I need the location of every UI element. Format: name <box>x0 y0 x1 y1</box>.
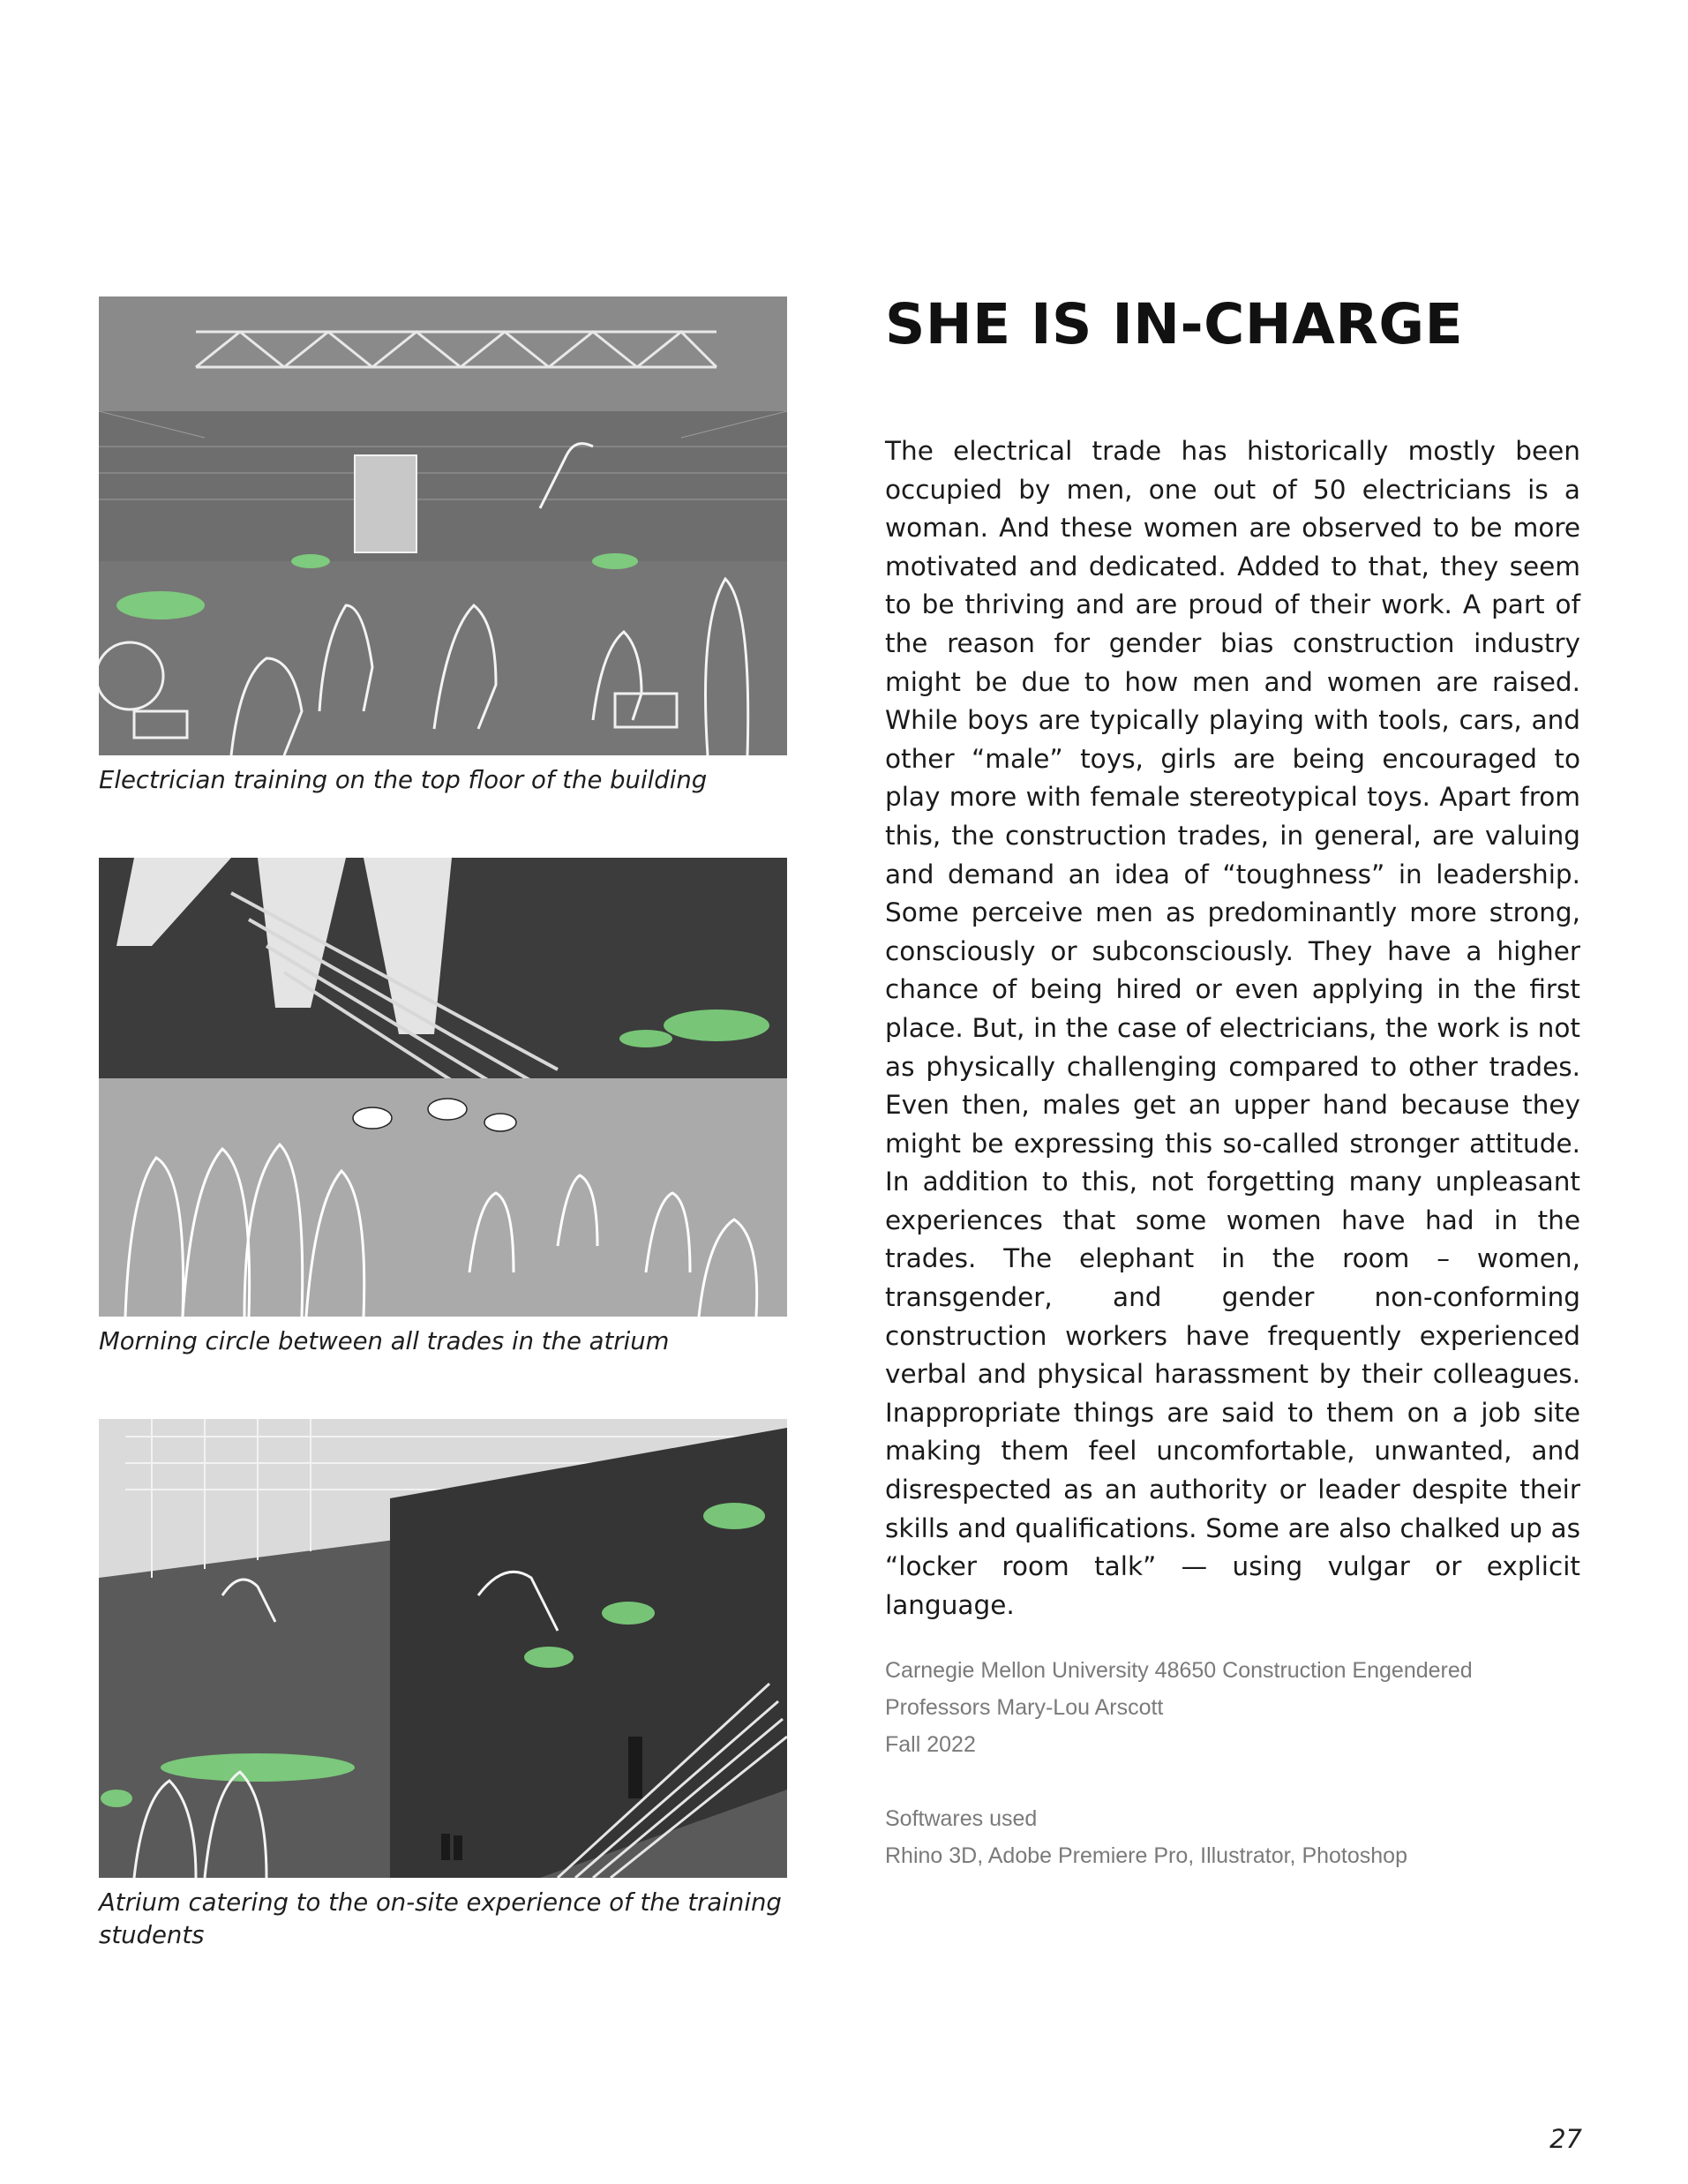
credits-software-label: Softwares used <box>885 1806 1038 1831</box>
credits-professor: Professors Mary-Lou Arscott <box>885 1695 1164 1720</box>
atrium-illustration <box>99 1419 787 1878</box>
credits-course: Carnegie Mellon University 48650 Construction Engendered <box>885 1658 1473 1683</box>
page-number: 27 <box>1549 2124 1582 2154</box>
page-title: SHE IS IN-CHARGE <box>885 292 1464 356</box>
electrician-training-illustration <box>99 296 787 755</box>
credits-software-list: Rhino 3D, Adobe Premiere Pro, Illustrator, Photoshop <box>885 1843 1407 1868</box>
figure-caption: Atrium catering to the on-site experience of the training students <box>99 1888 782 1949</box>
body-paragraph: The electrical trade has historically mostly been occupied by men, one out of 50 electricians is a woman. And these women are observed to be more motivated and dedicated. Added to that, they seem to be thriving and are proud of their work. A part of the reason for gender bias construction industry might be due to how men and women are raised. While boys are typically playing with tools, cars, and other “male” toys, girls are being encouraged to play more with female stereotypical toys. Apart from this, the construction trades, in general, are valuing and demand an idea of “toughness” in leadership. Some perceive men as predominantly more strong, consciously or subconsciously. They have a higher chance of being hired or even applying in the first place. But, in the case of electricians, the work is not as physically challenging compared to other trades. Even then, males get an upper hand because they might be expressing this so-called stronger attitude. In addition to this, not forgetting many unpleasant experiences that some women have had in the trades. The elephant in the room – women, transgender, and gender non-conforming construction workers have frequently experienced verbal and physical harassment by their colleagues. Inappropriate things are said to them on a job site making them feel uncomfortable, unwanted, and disrespected as an authority or leader despite their skills and qualifications. Some are also chalked up as “locker room talk” — using vulgar or explicit language. <box>885 436 1580 1620</box>
credits-term: Fall 2022 <box>885 1732 976 1757</box>
figure-morning-circle <box>99 858 787 1358</box>
figure-caption: Morning circle between all trades in the atrium <box>99 1327 670 1355</box>
figure-caption: Electrician training on the top floor of the building <box>99 766 708 794</box>
credits-block <box>885 1652 1556 1874</box>
morning-circle-illustration <box>99 858 787 1317</box>
figure-electrician-training <box>99 296 787 797</box>
figure-atrium <box>99 1419 787 1952</box>
